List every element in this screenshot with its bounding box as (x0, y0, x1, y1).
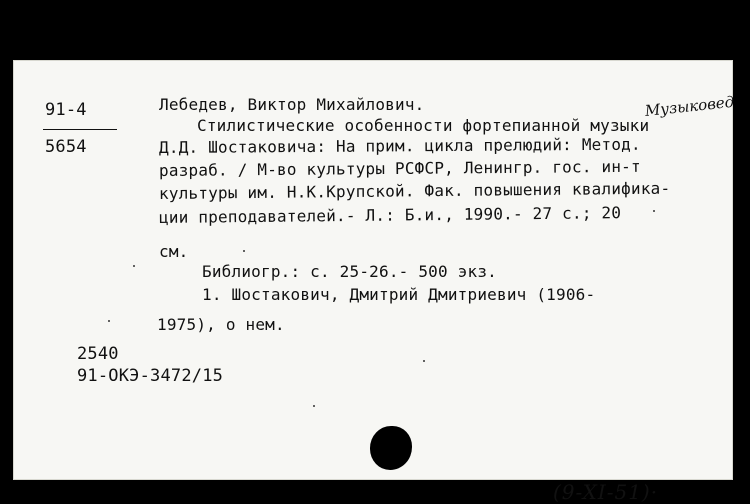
description-line: Д.Д. Шостаковича: На прим. цикла прелюдий: Метод. (158, 134, 641, 157)
catalog-card (13, 60, 736, 504)
description-line: см. (159, 242, 189, 261)
speck (313, 405, 315, 407)
author-heading: Лебедев, Виктор Михайлович. (159, 95, 425, 114)
speck (108, 320, 110, 322)
description-line: культуры им. Н.К.Крупской. Фак. повышения квалифика- (158, 178, 671, 203)
bibliography-note: Библиогр.: с. 25-26.- 500 экз. (202, 262, 497, 281)
class-number-bottom: 5654 (45, 137, 87, 157)
speck (423, 360, 425, 362)
handwritten-annotation: Музыковед (644, 92, 736, 120)
subject-entry: 1975), о нем. (157, 315, 285, 334)
speck (653, 210, 655, 212)
subject-entry: 1. Шостакович, Дмитрий Дмитриевич (1906- (202, 285, 596, 304)
ink-blot (370, 426, 412, 470)
handwritten-date-mark: (9-XI-51)· (553, 480, 659, 504)
description-line: ции преподавателей.- Л.: Б.и., 1990.- 27 с.; 20 (158, 203, 622, 227)
speck (243, 250, 245, 252)
description-line: Стилистические особенности фортепианной музыки (197, 116, 650, 135)
registration-code: 91-ОКЭ-3472/15 (77, 366, 224, 386)
description-line: разраб. / М-во культуры РСФСР, Ленингр. гос. ин-т (158, 156, 641, 180)
class-number-top: 91-4 (45, 100, 87, 120)
class-number-divider (43, 129, 117, 130)
speck (133, 265, 135, 267)
catalog-code: 2540 (77, 344, 119, 364)
